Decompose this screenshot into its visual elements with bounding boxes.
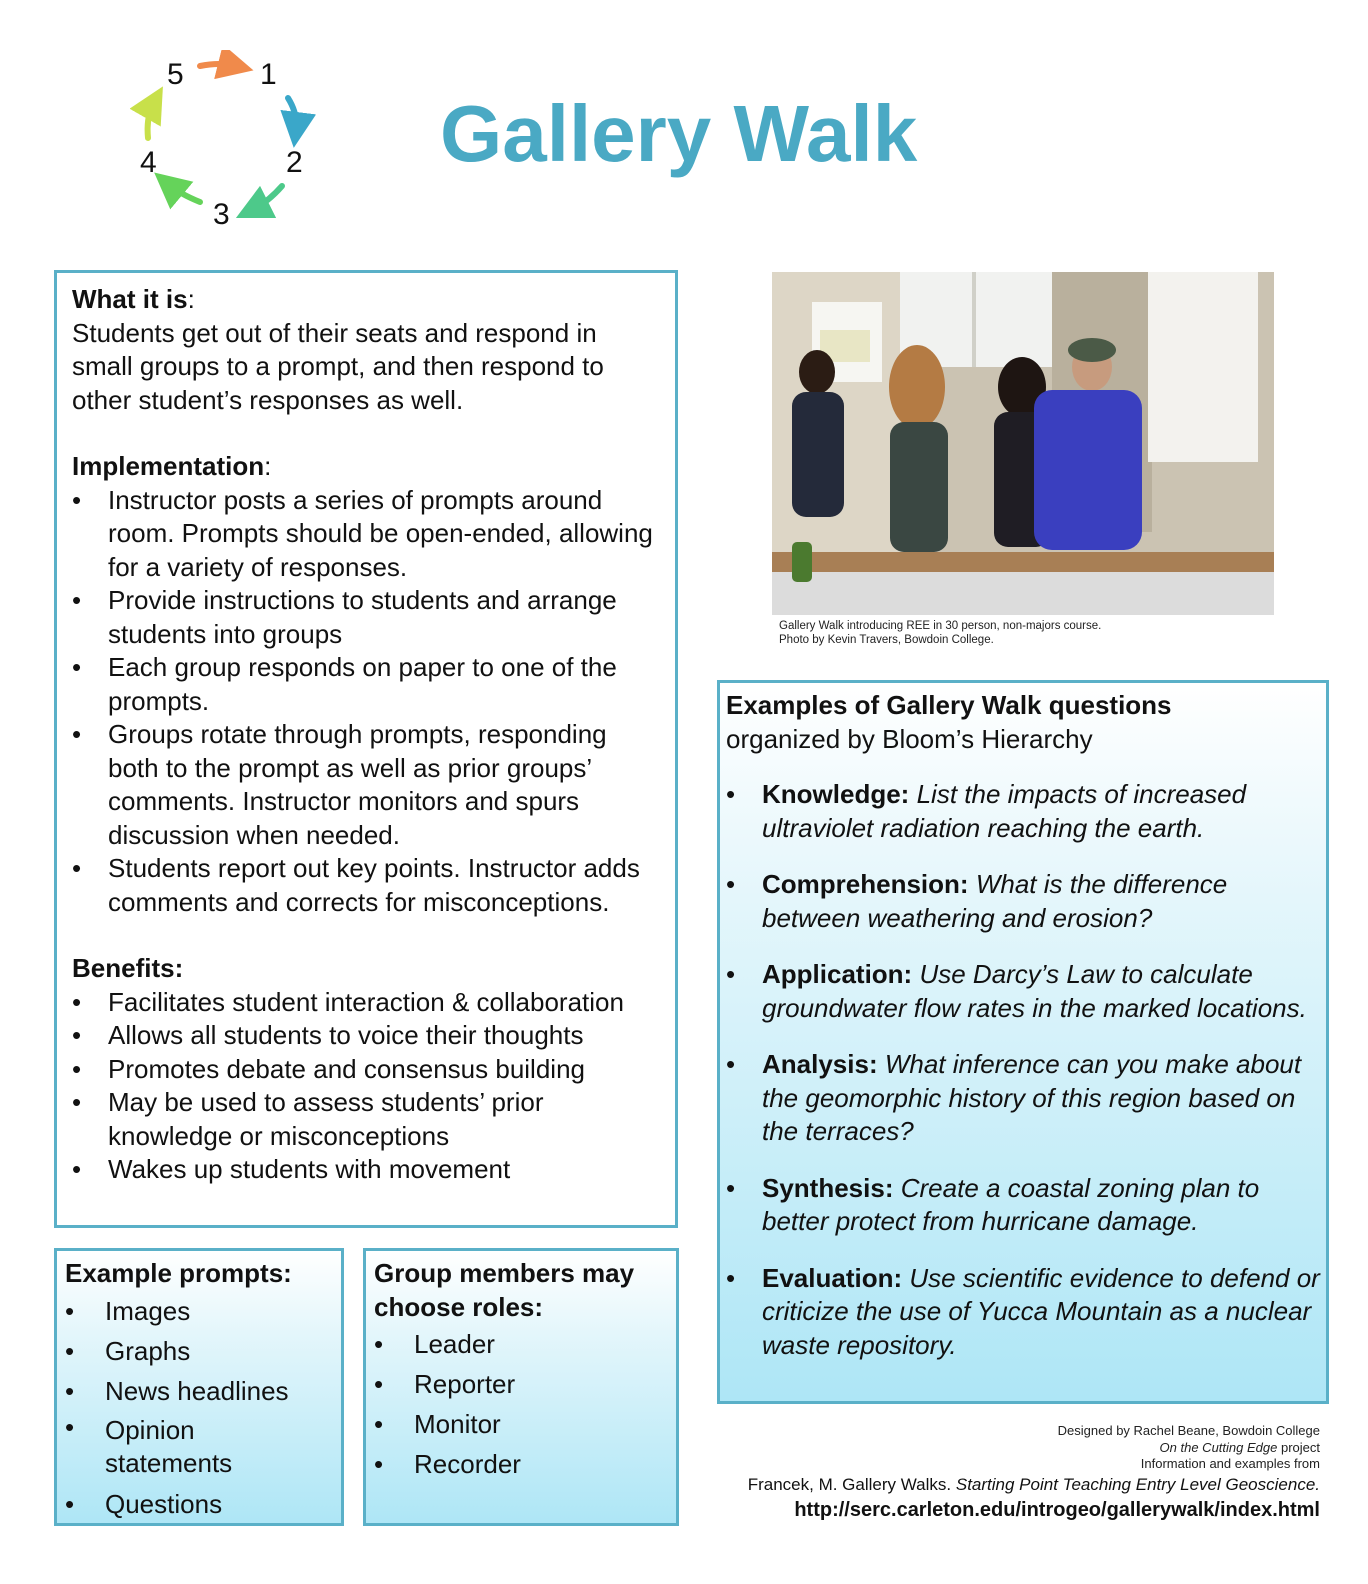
cycle-number-1: 1 bbox=[260, 58, 277, 91]
cycle-graphic bbox=[130, 50, 330, 240]
classroom-photo bbox=[772, 272, 1274, 615]
bloom-question: Create a coastal zoning plan to better protect from hurricane damage. bbox=[762, 1172, 1260, 1236]
implementation-list bbox=[72, 484, 661, 920]
bloom-question: Use Darcy’s Law to calculate groundwater flow rates in the marked locations. bbox=[762, 959, 1307, 1023]
list-item bbox=[726, 1172, 1320, 1239]
photo-caption-line: Photo by Kevin Travers, Bowdoin College. bbox=[779, 634, 994, 646]
list-item: • Opinion statements bbox=[65, 1411, 255, 1484]
list-item bbox=[726, 958, 1320, 1025]
citation-text: Francek, M. Gallery Walks. bbox=[747, 1474, 956, 1494]
list-item: • Questions bbox=[65, 1484, 333, 1524]
what-it-is-colon: : bbox=[187, 284, 195, 314]
example-prompts-list bbox=[65, 1291, 333, 1524]
credits-project-name: On the Cutting Edge bbox=[1159, 1439, 1278, 1455]
source-link[interactable]: http://serc.carleton.edu/introgeo/gallerywalk/index.html bbox=[794, 1498, 1320, 1521]
credits-designer: Designed by Rachel Beane, Bowdoin College bbox=[1057, 1423, 1320, 1438]
list-item: • Allows all students to voice their thoughts bbox=[72, 1019, 661, 1053]
list-item bbox=[726, 1262, 1320, 1363]
cycle-arrows-icon bbox=[130, 50, 330, 240]
bloom-level: Analysis: bbox=[762, 1049, 878, 1079]
bloom-examples-box bbox=[717, 680, 1329, 1404]
bloom-question: What inference can you make about the geomorphic history of this region based on the terraces? bbox=[762, 1049, 1302, 1146]
what-it-is-text: Students get out of their seats and respond in small groups to a prompt, and then respond to other student’s responses as well. bbox=[72, 317, 604, 415]
benefits-heading: Benefits: bbox=[72, 953, 184, 983]
credits-source-label: Information and examples from bbox=[1140, 1456, 1320, 1471]
benefits-list bbox=[72, 986, 661, 1187]
list-item: • Reporter bbox=[374, 1364, 668, 1404]
bloom-level: Comprehension: bbox=[762, 869, 969, 899]
list-item bbox=[726, 868, 1320, 935]
group-roles-box bbox=[363, 1248, 679, 1526]
list-item: • Instructor posts a series of prompts around room. Prompts should be open-ended, allowing for a variety of responses. bbox=[72, 484, 661, 585]
list-item: • Graphs bbox=[65, 1331, 333, 1371]
list-item: • Images bbox=[65, 1291, 333, 1331]
cycle-number-4: 4 bbox=[140, 146, 157, 179]
bloom-level: Evaluation: bbox=[762, 1262, 903, 1293]
credits bbox=[748, 1423, 1320, 1523]
list-item bbox=[726, 1048, 1320, 1149]
what-it-is-section bbox=[72, 283, 661, 317]
list-item: • Provide instructions to students and arrange students into groups bbox=[72, 584, 661, 651]
bloom-level: Synthesis: bbox=[762, 1172, 894, 1203]
example-prompts-heading: Example prompts: bbox=[65, 1258, 292, 1288]
examples-heading: Examples of Gallery Walk questions bbox=[726, 690, 1172, 720]
list-item: • Students report out key points. Instructor adds comments and corrects for misconceptions. bbox=[72, 852, 661, 919]
citation-title: Starting Point Teaching Entry Level Geoscience. bbox=[955, 1474, 1320, 1494]
group-roles-heading: Group members may choose roles: bbox=[374, 1258, 635, 1322]
credits-project-suffix: project bbox=[1277, 1439, 1320, 1455]
page-title: Gallery Walk bbox=[440, 89, 918, 178]
list-item bbox=[726, 778, 1320, 845]
list-item: • Facilitates student interaction & collaboration bbox=[72, 986, 661, 1020]
credits-citation bbox=[748, 1473, 1320, 1497]
bloom-level: Knowledge: bbox=[762, 779, 910, 809]
overview-box bbox=[54, 270, 678, 1228]
list-item: • Each group responds on paper to one of the prompts. bbox=[72, 651, 661, 718]
example-prompts-box bbox=[54, 1248, 344, 1526]
cycle-number-3: 3 bbox=[213, 198, 230, 231]
cycle-number-5: 5 bbox=[167, 58, 184, 91]
examples-subheading: organized by Bloom’s Hierarchy bbox=[726, 723, 1093, 754]
list-item: • Monitor bbox=[374, 1404, 668, 1444]
bloom-question: List the impacts of increased ultraviolet radiation reaching the earth. bbox=[762, 779, 1247, 843]
list-item: • Leader bbox=[374, 1324, 668, 1364]
implementation-colon: : bbox=[264, 451, 272, 481]
bloom-level: Application: bbox=[762, 959, 913, 989]
list-item: • Wakes up students with movement bbox=[72, 1153, 661, 1187]
what-it-is-heading: What it is bbox=[72, 284, 188, 314]
group-roles-list bbox=[374, 1324, 668, 1484]
list-item: • Promotes debate and consensus building bbox=[72, 1053, 661, 1087]
bloom-question: What is the difference between weathering and erosion? bbox=[762, 869, 1228, 933]
implementation-heading: Implementation bbox=[72, 451, 265, 481]
examples-list bbox=[726, 778, 1320, 1362]
list-item: • Recorder bbox=[374, 1444, 668, 1484]
implementation-heading-row bbox=[72, 450, 661, 484]
classroom-photo-image bbox=[772, 272, 1274, 615]
list-item: • May be used to assess students’ prior knowledge or misconceptions bbox=[72, 1086, 661, 1153]
credits-project bbox=[748, 1440, 1320, 1457]
photo-caption-line: Gallery Walk introducing REE in 30 person, non-majors course. bbox=[779, 620, 1102, 632]
photo-caption bbox=[779, 619, 1101, 647]
bloom-question: Use scientific evidence to defend or criticize the use of Yucca Mountain as a nuclear waste repository. bbox=[762, 1262, 1320, 1360]
list-item: • News headlines bbox=[65, 1371, 333, 1411]
cycle-number-2: 2 bbox=[286, 146, 303, 179]
list-item: • Groups rotate through prompts, responding both to the prompt as well as prior groups’ comments. Instructor monitors and spurs discussion when needed. bbox=[72, 718, 661, 852]
